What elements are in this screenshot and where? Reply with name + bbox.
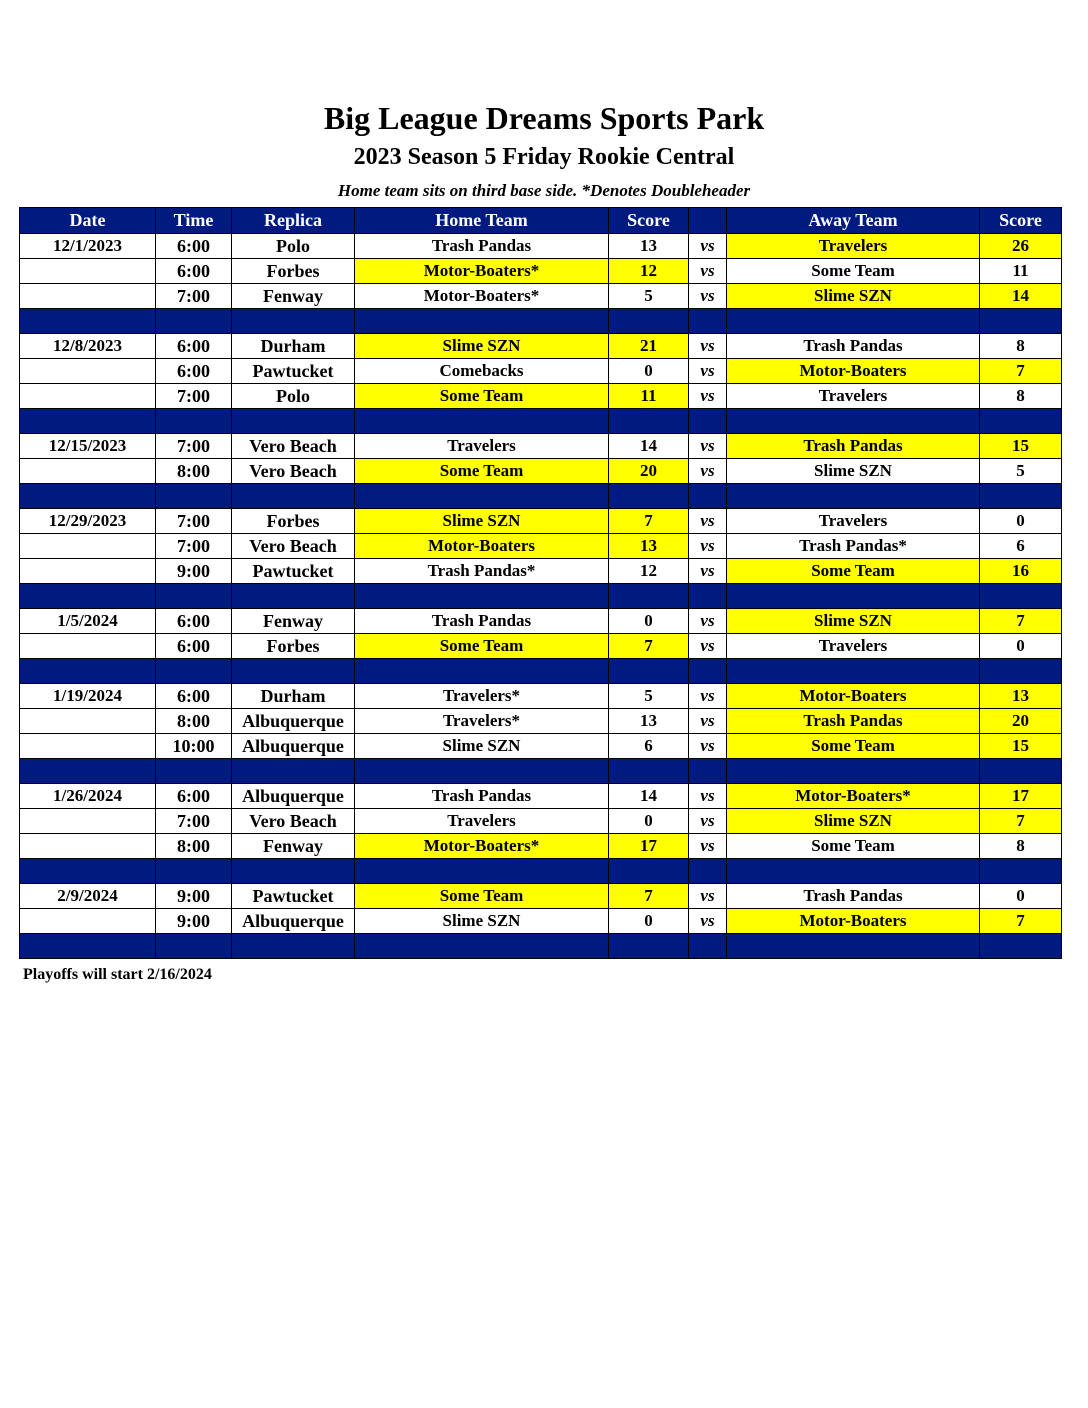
vs-cell: vs	[689, 509, 727, 534]
home-score-cell: 11	[609, 384, 689, 409]
date-cell	[20, 459, 156, 484]
replica-cell: Durham	[232, 684, 355, 709]
separator-cell	[980, 759, 1062, 784]
home-team-cell: Slime SZN	[355, 734, 609, 759]
separator-cell	[689, 659, 727, 684]
separator-cell	[689, 309, 727, 334]
separator-cell	[20, 659, 156, 684]
away-team-cell: Slime SZN	[727, 809, 980, 834]
date-cell: 12/15/2023	[20, 434, 156, 459]
home-team-cell: Trash Pandas	[355, 234, 609, 259]
table-row	[20, 909, 1062, 934]
away-score-cell: 20	[980, 709, 1062, 734]
home-score-cell: 14	[609, 784, 689, 809]
home-team-cell: Motor-Boaters*	[355, 259, 609, 284]
vs-cell: vs	[689, 884, 727, 909]
separator-cell	[156, 759, 232, 784]
separator-cell	[609, 309, 689, 334]
separator-cell	[980, 409, 1062, 434]
time-cell: 9:00	[156, 884, 232, 909]
vs-cell: vs	[689, 434, 727, 459]
separator-cell	[727, 309, 980, 334]
home-score-cell: 17	[609, 834, 689, 859]
time-cell: 9:00	[156, 559, 232, 584]
home-score-cell: 12	[609, 559, 689, 584]
time-cell: 10:00	[156, 734, 232, 759]
separator-cell	[609, 659, 689, 684]
column-header-replica: Replica	[232, 208, 355, 234]
separator-cell	[689, 409, 727, 434]
away-team-cell: Slime SZN	[727, 284, 980, 309]
away-score-cell: 7	[980, 809, 1062, 834]
separator-cell	[609, 759, 689, 784]
separator-cell	[980, 309, 1062, 334]
home-score-cell: 7	[609, 634, 689, 659]
home-score-cell: 7	[609, 509, 689, 534]
home-score-cell: 13	[609, 234, 689, 259]
away-team-cell: Trash Pandas	[727, 334, 980, 359]
home-score-cell: 7	[609, 884, 689, 909]
vs-cell: vs	[689, 809, 727, 834]
separator-cell	[609, 934, 689, 959]
vs-cell: vs	[689, 834, 727, 859]
replica-cell: Forbes	[232, 634, 355, 659]
away-team-cell: Some Team	[727, 834, 980, 859]
date-cell	[20, 284, 156, 309]
away-score-cell: 7	[980, 609, 1062, 634]
date-cell	[20, 259, 156, 284]
time-cell: 7:00	[156, 384, 232, 409]
away-score-cell: 17	[980, 784, 1062, 809]
date-cell	[20, 809, 156, 834]
home-score-cell: 12	[609, 259, 689, 284]
home-score-cell: 5	[609, 284, 689, 309]
date-cell: 12/29/2023	[20, 509, 156, 534]
time-cell: 7:00	[156, 434, 232, 459]
separator-cell	[355, 409, 609, 434]
away-team-cell: Trash Pandas*	[727, 534, 980, 559]
separator-cell	[689, 934, 727, 959]
separator-cell	[20, 484, 156, 509]
page-title: Big League Dreams Sports Park	[323, 100, 765, 136]
home-team-cell: Slime SZN	[355, 909, 609, 934]
away-team-cell: Some Team	[727, 734, 980, 759]
away-score-cell: 7	[980, 359, 1062, 384]
date-cell	[20, 359, 156, 384]
separator-cell	[355, 934, 609, 959]
separator-cell	[727, 409, 980, 434]
vs-cell: vs	[689, 634, 727, 659]
time-cell: 6:00	[156, 259, 232, 284]
away-score-cell: 8	[980, 384, 1062, 409]
home-team-cell: Motor-Boaters*	[355, 284, 609, 309]
away-score-cell: 8	[980, 334, 1062, 359]
home-team-cell: Some Team	[355, 884, 609, 909]
separator-cell	[355, 309, 609, 334]
replica-cell: Albuquerque	[232, 909, 355, 934]
separator-cell	[980, 859, 1062, 884]
separator-row	[20, 759, 1062, 784]
home-team-cell: Some Team	[355, 384, 609, 409]
separator-cell	[20, 859, 156, 884]
away-score-cell: 7	[980, 909, 1062, 934]
replica-cell: Fenway	[232, 609, 355, 634]
time-cell: 8:00	[156, 834, 232, 859]
home-team-cell: Travelers*	[355, 684, 609, 709]
replica-cell: Vero Beach	[232, 534, 355, 559]
separator-row	[20, 584, 1062, 609]
separator-cell	[232, 484, 355, 509]
time-cell: 6:00	[156, 784, 232, 809]
vs-cell: vs	[689, 259, 727, 284]
away-score-cell: 5	[980, 459, 1062, 484]
separator-cell	[980, 484, 1062, 509]
away-score-cell: 11	[980, 259, 1062, 284]
date-cell	[20, 834, 156, 859]
table-row	[20, 559, 1062, 584]
table-row	[20, 784, 1062, 809]
separator-cell	[689, 484, 727, 509]
replica-cell: Fenway	[232, 284, 355, 309]
date-cell	[20, 534, 156, 559]
home-team-cell: Some Team	[355, 459, 609, 484]
home-team-cell: Travelers	[355, 809, 609, 834]
home-score-cell: 0	[609, 609, 689, 634]
home-score-cell: 6	[609, 734, 689, 759]
time-cell: 7:00	[156, 284, 232, 309]
date-cell	[20, 559, 156, 584]
vs-cell: vs	[689, 359, 727, 384]
away-score-cell: 14	[980, 284, 1062, 309]
home-score-cell: 13	[609, 534, 689, 559]
time-cell: 6:00	[156, 609, 232, 634]
separator-cell	[355, 759, 609, 784]
home-score-cell: 20	[609, 459, 689, 484]
replica-cell: Forbes	[232, 509, 355, 534]
time-cell: 8:00	[156, 709, 232, 734]
separator-cell	[232, 759, 355, 784]
away-score-cell: 0	[980, 884, 1062, 909]
away-team-cell: Motor-Boaters*	[727, 784, 980, 809]
away-score-cell: 16	[980, 559, 1062, 584]
vs-cell: vs	[689, 534, 727, 559]
vs-cell: vs	[689, 559, 727, 584]
date-cell: 12/1/2023	[20, 234, 156, 259]
column-header-date: Date	[20, 208, 156, 234]
separator-cell	[156, 484, 232, 509]
away-team-cell: Travelers	[727, 634, 980, 659]
away-team-cell: Travelers	[727, 509, 980, 534]
table-row	[20, 884, 1062, 909]
away-score-cell: 15	[980, 434, 1062, 459]
separator-cell	[355, 584, 609, 609]
replica-cell: Albuquerque	[232, 709, 355, 734]
table-row	[20, 734, 1062, 759]
home-team-cell: Trash Pandas	[355, 609, 609, 634]
separator-cell	[727, 859, 980, 884]
time-cell: 7:00	[156, 809, 232, 834]
page-note: Home team sits on third base side. *Denotes Doubleheader	[337, 181, 751, 200]
vs-cell: vs	[689, 709, 727, 734]
column-header-away-score: Score	[980, 208, 1062, 234]
time-cell: 6:00	[156, 359, 232, 384]
separator-cell	[156, 934, 232, 959]
column-header-home-team: Home Team	[355, 208, 609, 234]
separator-cell	[156, 309, 232, 334]
home-score-cell: 5	[609, 684, 689, 709]
separator-cell	[609, 584, 689, 609]
table-row	[20, 334, 1062, 359]
away-team-cell: Travelers	[727, 234, 980, 259]
table-row	[20, 534, 1062, 559]
table-row	[20, 709, 1062, 734]
table-row	[20, 384, 1062, 409]
table-header-row	[20, 208, 1062, 234]
home-team-cell: Travelers	[355, 434, 609, 459]
date-cell: 1/5/2024	[20, 609, 156, 634]
replica-cell: Pawtucket	[232, 559, 355, 584]
away-team-cell: Motor-Boaters	[727, 684, 980, 709]
separator-cell	[355, 859, 609, 884]
replica-cell: Pawtucket	[232, 884, 355, 909]
vs-cell: vs	[689, 459, 727, 484]
away-team-cell: Slime SZN	[727, 459, 980, 484]
vs-cell: vs	[689, 284, 727, 309]
time-cell: 8:00	[156, 459, 232, 484]
table-row	[20, 284, 1062, 309]
separator-cell	[232, 584, 355, 609]
away-score-cell: 0	[980, 634, 1062, 659]
away-team-cell: Some Team	[727, 559, 980, 584]
separator-cell	[355, 484, 609, 509]
date-cell	[20, 634, 156, 659]
separator-cell	[20, 309, 156, 334]
time-cell: 9:00	[156, 909, 232, 934]
separator-cell	[980, 584, 1062, 609]
separator-row	[20, 934, 1062, 959]
home-team-cell: Slime SZN	[355, 334, 609, 359]
table-row	[20, 834, 1062, 859]
separator-cell	[20, 584, 156, 609]
separator-row	[20, 409, 1062, 434]
away-team-cell: Travelers	[727, 384, 980, 409]
table-row	[20, 809, 1062, 834]
time-cell: 7:00	[156, 509, 232, 534]
separator-row	[20, 309, 1062, 334]
date-cell	[20, 384, 156, 409]
separator-cell	[156, 659, 232, 684]
separator-cell	[232, 309, 355, 334]
away-team-cell: Trash Pandas	[727, 434, 980, 459]
home-team-cell: Travelers*	[355, 709, 609, 734]
home-team-cell: Slime SZN	[355, 509, 609, 534]
separator-cell	[232, 409, 355, 434]
separator-cell	[689, 759, 727, 784]
away-score-cell: 26	[980, 234, 1062, 259]
date-cell	[20, 734, 156, 759]
away-team-cell: Motor-Boaters	[727, 359, 980, 384]
vs-cell: vs	[689, 734, 727, 759]
replica-cell: Albuquerque	[232, 734, 355, 759]
page-subtitle: 2023 Season 5 Friday Rookie Central	[353, 144, 735, 170]
separator-cell	[727, 484, 980, 509]
home-score-cell: 21	[609, 334, 689, 359]
away-score-cell: 8	[980, 834, 1062, 859]
home-score-cell: 14	[609, 434, 689, 459]
away-team-cell: Some Team	[727, 259, 980, 284]
separator-row	[20, 484, 1062, 509]
time-cell: 6:00	[156, 334, 232, 359]
table-row	[20, 634, 1062, 659]
away-team-cell: Trash Pandas	[727, 884, 980, 909]
home-team-cell: Trash Pandas	[355, 784, 609, 809]
replica-cell: Forbes	[232, 259, 355, 284]
separator-cell	[689, 859, 727, 884]
column-header-time: Time	[156, 208, 232, 234]
column-header-vs	[689, 208, 727, 234]
separator-cell	[20, 934, 156, 959]
separator-row	[20, 859, 1062, 884]
playoffs-note: Playoffs will start 2/16/2024	[23, 966, 212, 983]
replica-cell: Fenway	[232, 834, 355, 859]
time-cell: 7:00	[156, 534, 232, 559]
separator-cell	[232, 859, 355, 884]
home-score-cell: 0	[609, 909, 689, 934]
home-team-cell: Motor-Boaters	[355, 534, 609, 559]
table-row	[20, 684, 1062, 709]
home-team-cell: Comebacks	[355, 359, 609, 384]
replica-cell: Polo	[232, 384, 355, 409]
home-team-cell: Trash Pandas*	[355, 559, 609, 584]
separator-cell	[727, 759, 980, 784]
home-team-cell: Motor-Boaters*	[355, 834, 609, 859]
vs-cell: vs	[689, 784, 727, 809]
replica-cell: Polo	[232, 234, 355, 259]
separator-cell	[156, 859, 232, 884]
replica-cell: Durham	[232, 334, 355, 359]
separator-cell	[20, 409, 156, 434]
schedule-table	[19, 207, 1062, 959]
table-row	[20, 259, 1062, 284]
table-row	[20, 359, 1062, 384]
date-cell: 1/19/2024	[20, 684, 156, 709]
away-team-cell: Trash Pandas	[727, 709, 980, 734]
separator-row	[20, 659, 1062, 684]
away-score-cell: 0	[980, 509, 1062, 534]
separator-cell	[156, 584, 232, 609]
column-header-home-score: Score	[609, 208, 689, 234]
separator-cell	[727, 934, 980, 959]
time-cell: 6:00	[156, 684, 232, 709]
away-team-cell: Motor-Boaters	[727, 909, 980, 934]
separator-cell	[727, 659, 980, 684]
separator-cell	[355, 659, 609, 684]
date-cell: 2/9/2024	[20, 884, 156, 909]
replica-cell: Albuquerque	[232, 784, 355, 809]
separator-cell	[20, 759, 156, 784]
away-score-cell: 6	[980, 534, 1062, 559]
table-row	[20, 509, 1062, 534]
replica-cell: Vero Beach	[232, 459, 355, 484]
separator-cell	[156, 409, 232, 434]
separator-cell	[980, 659, 1062, 684]
schedule-body	[20, 234, 1062, 959]
vs-cell: vs	[689, 909, 727, 934]
away-score-cell: 15	[980, 734, 1062, 759]
separator-cell	[980, 934, 1062, 959]
home-team-cell: Some Team	[355, 634, 609, 659]
away-score-cell: 13	[980, 684, 1062, 709]
table-row	[20, 434, 1062, 459]
separator-cell	[727, 584, 980, 609]
home-score-cell: 13	[609, 709, 689, 734]
away-team-cell: Slime SZN	[727, 609, 980, 634]
vs-cell: vs	[689, 609, 727, 634]
replica-cell: Pawtucket	[232, 359, 355, 384]
time-cell: 6:00	[156, 234, 232, 259]
home-score-cell: 0	[609, 359, 689, 384]
date-cell	[20, 709, 156, 734]
separator-cell	[609, 859, 689, 884]
vs-cell: vs	[689, 334, 727, 359]
separator-cell	[609, 409, 689, 434]
date-cell	[20, 909, 156, 934]
time-cell: 6:00	[156, 634, 232, 659]
table-row	[20, 609, 1062, 634]
separator-cell	[232, 934, 355, 959]
replica-cell: Vero Beach	[232, 809, 355, 834]
date-cell: 1/26/2024	[20, 784, 156, 809]
home-score-cell: 0	[609, 809, 689, 834]
vs-cell: vs	[689, 234, 727, 259]
date-cell: 12/8/2023	[20, 334, 156, 359]
separator-cell	[609, 484, 689, 509]
table-row	[20, 234, 1062, 259]
table-row	[20, 459, 1062, 484]
replica-cell: Vero Beach	[232, 434, 355, 459]
separator-cell	[689, 584, 727, 609]
column-header-away-team: Away Team	[727, 208, 980, 234]
vs-cell: vs	[689, 384, 727, 409]
separator-cell	[232, 659, 355, 684]
vs-cell: vs	[689, 684, 727, 709]
